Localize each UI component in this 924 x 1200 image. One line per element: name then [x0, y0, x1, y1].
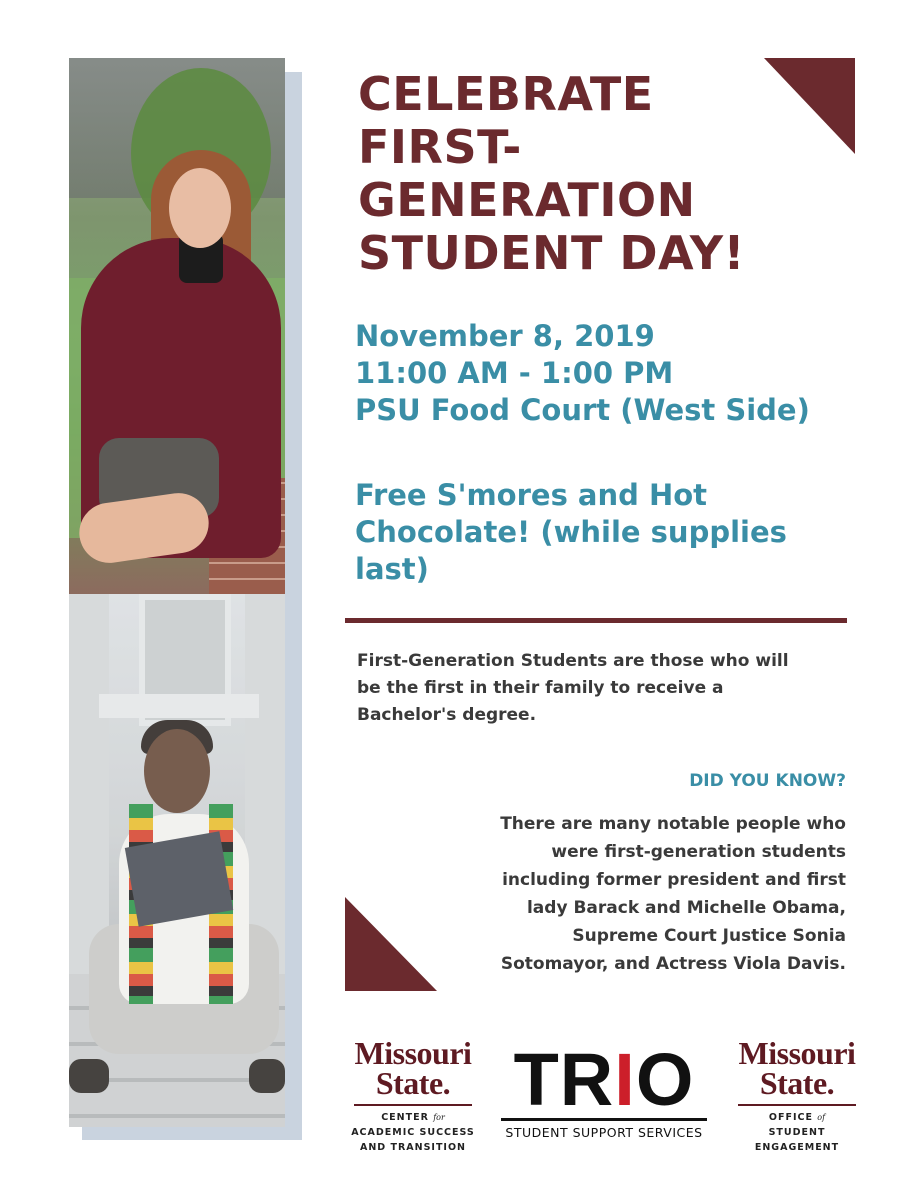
title-line: STUDENT DAY!: [358, 226, 746, 280]
logo-sub-connector: for: [433, 1113, 445, 1122]
logo-sub-line3: AND TRANSITION: [359, 1142, 466, 1153]
did-you-know-text: [440, 810, 846, 978]
logo-sub-line3: ENGAGEMENT: [754, 1142, 840, 1153]
title-line: FIRST-: [358, 120, 522, 174]
trio-letters-tr: TR: [513, 1038, 615, 1121]
logo-wordmark-line1: Missouri: [738, 1035, 856, 1071]
logo-wordmark-line2: State.: [759, 1065, 835, 1101]
definition-line: First-Generation Students are those who will: [357, 651, 789, 671]
divider: [345, 618, 847, 623]
dyk-line: including former president and first: [502, 870, 846, 890]
logo-wordmark-line2: State.: [375, 1065, 451, 1101]
dyk-line: Sotomayor, and Actress Viola Davis.: [500, 954, 846, 974]
logo-sub-connector: of: [817, 1113, 826, 1122]
photo-female-graduate: [69, 58, 285, 594]
missouri-state-logo-cast: [338, 1035, 488, 1155]
dyk-line: lady Barack and Michelle Obama,: [526, 898, 846, 918]
definition-text: [357, 648, 857, 729]
logo-wordmark-line1: Missouri: [354, 1035, 472, 1071]
did-you-know-heading: DID YOU KNOW?: [689, 771, 846, 791]
event-location: PSU Food Court (West Side): [355, 393, 810, 427]
page-title: [358, 68, 778, 280]
title-line: CELEBRATE: [358, 67, 654, 121]
trio-letter-i: I: [614, 1038, 636, 1121]
logo-sub-line2: ACADEMIC SUCCESS: [351, 1127, 475, 1138]
trio-logo: [498, 1040, 710, 1140]
offer-line: last): [355, 552, 429, 586]
logo-sub-line1: OFFICE: [768, 1112, 813, 1123]
photo-male-graduate: [69, 594, 285, 1127]
trio-subtitle: STUDENT SUPPORT SERVICES: [505, 1125, 703, 1140]
missouri-state-logo-ose: [722, 1035, 872, 1155]
definition-line: Bachelor's degree.: [357, 705, 537, 725]
offer-line: Free S'mores and Hot: [355, 478, 708, 512]
dyk-line: Supreme Court Justice Sonia: [572, 926, 846, 946]
offer-line: Chocolate! (while supplies: [355, 515, 787, 549]
event-time: 11:00 AM - 1:00 PM: [355, 356, 674, 390]
event-date: November 8, 2019: [355, 319, 655, 353]
title-line: GENERATION: [358, 173, 696, 227]
event-details: [355, 318, 875, 429]
free-offer: [355, 477, 855, 588]
trio-letter-o: O: [635, 1038, 695, 1121]
logo-sub-line1: CENTER: [381, 1112, 429, 1123]
dyk-line: There are many notable people who: [500, 814, 846, 834]
corner-triangle-bottom: [345, 897, 437, 991]
logo-sub-line2: STUDENT: [768, 1127, 826, 1138]
definition-line: be the first in their family to receive a: [357, 678, 724, 698]
dyk-line: were first-generation students: [551, 842, 846, 862]
